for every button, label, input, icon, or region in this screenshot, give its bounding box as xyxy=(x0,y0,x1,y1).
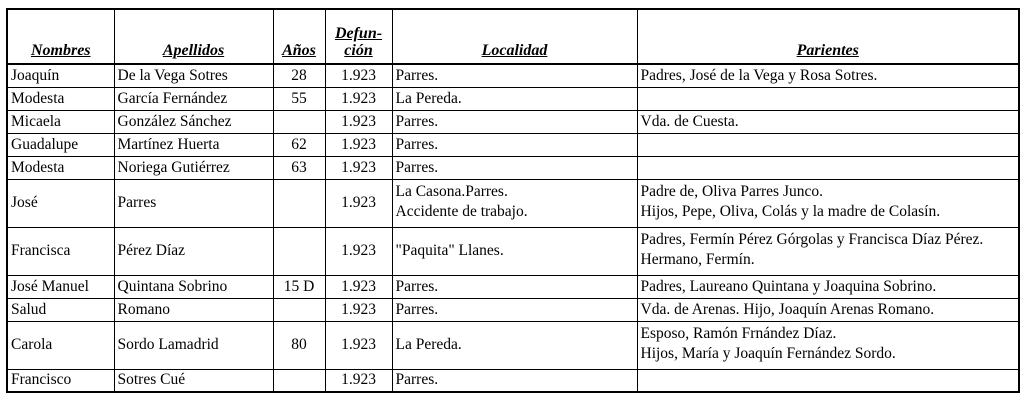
cell-parientes xyxy=(637,64,1019,87)
defunciones-table xyxy=(6,8,1020,393)
cell-localidad-line: Parres. xyxy=(395,135,439,153)
cell-nombre: José xyxy=(7,179,114,227)
cell-parientes-line: Padres, Laureano Quintana y Joaquina Sobrino. xyxy=(640,277,937,295)
cell-localidad-line: Parres. xyxy=(395,66,439,84)
cell-nombre: Joaquín xyxy=(7,64,114,87)
cell-parientes-line: Vda. de Arenas. Hijo, Joaquín Arenas Romano. xyxy=(640,300,935,318)
cell-localidad xyxy=(392,369,637,392)
cell-localidad-line: Accidente de trabajo. xyxy=(395,202,528,220)
header-localidad: Localidad xyxy=(392,9,637,64)
cell-apellidos: De la Vega Sotres xyxy=(114,64,273,87)
cell-anos xyxy=(273,179,325,227)
cell-anos: 28 xyxy=(273,64,325,87)
table-row xyxy=(7,298,1019,321)
cell-defuncion: 1.923 xyxy=(325,133,392,156)
table-row xyxy=(7,227,1019,275)
table-row xyxy=(7,110,1019,133)
cell-parientes xyxy=(637,275,1019,298)
cell-nombre: Carola xyxy=(7,321,114,369)
cell-defuncion: 1.923 xyxy=(325,64,392,87)
cell-parientes-line: Hermano, Fermín. xyxy=(640,250,755,268)
cell-parientes xyxy=(637,133,1019,156)
cell-apellidos: Quintana Sobrino xyxy=(114,275,273,298)
cell-localidad-line: Parres. xyxy=(395,112,439,130)
header-apellidos: Apellidos xyxy=(114,9,273,64)
cell-parientes-line: Padres, Fermín Pérez Górgolas y Francisca Díaz Pérez. xyxy=(640,230,984,248)
cell-anos: 63 xyxy=(273,156,325,179)
cell-anos xyxy=(273,227,325,275)
cell-defuncion: 1.923 xyxy=(325,179,392,227)
cell-parientes xyxy=(637,321,1019,369)
cell-localidad xyxy=(392,110,637,133)
cell-parientes xyxy=(637,298,1019,321)
cell-apellidos: García Fernández xyxy=(114,87,273,110)
cell-parientes xyxy=(637,227,1019,275)
cell-parientes-line: Vda. de Cuesta. xyxy=(640,112,739,130)
cell-localidad xyxy=(392,87,637,110)
cell-defuncion: 1.923 xyxy=(325,369,392,392)
table-row xyxy=(7,369,1019,392)
cell-nombre: Guadalupe xyxy=(7,133,114,156)
cell-defuncion: 1.923 xyxy=(325,275,392,298)
cell-parientes-line: Padre de, Oliva Parres Junco. xyxy=(640,182,824,200)
cell-defuncion: 1.923 xyxy=(325,110,392,133)
cell-anos xyxy=(273,110,325,133)
cell-apellidos: Pérez Díaz xyxy=(114,227,273,275)
cell-parientes-line: Hijos, Pepe, Oliva, Colás y la madre de Colasín. xyxy=(640,202,941,220)
header-parientes: Parientes xyxy=(637,9,1019,64)
table-row xyxy=(7,179,1019,227)
cell-localidad xyxy=(392,298,637,321)
table-row xyxy=(7,87,1019,110)
cell-localidad-line: La Pereda. xyxy=(395,336,462,353)
cell-anos: 80 xyxy=(273,321,325,369)
cell-localidad-line: Parres. xyxy=(395,371,439,389)
cell-parientes-line: Esposo, Ramón Frnández Díaz. xyxy=(640,324,837,342)
cell-nombre: Francisca xyxy=(7,227,114,275)
cell-parientes xyxy=(637,110,1019,133)
table-row xyxy=(7,64,1019,87)
cell-localidad xyxy=(392,64,637,87)
cell-localidad xyxy=(392,179,637,227)
cell-localidad-line: Parres. xyxy=(395,158,439,176)
cell-localidad-line: La Casona.Parres. xyxy=(395,182,508,200)
cell-apellidos: Martínez Huerta xyxy=(114,133,273,156)
cell-nombre: Micaela xyxy=(7,110,114,133)
cell-apellidos: Noriega Gutiérrez xyxy=(114,156,273,179)
cell-defuncion: 1.923 xyxy=(325,227,392,275)
cell-parientes-line: Hijos, María y Joaquín Fernández Sordo. xyxy=(640,344,896,362)
cell-localidad xyxy=(392,275,637,298)
table-body xyxy=(7,64,1019,392)
cell-parientes-line: Padres, José de la Vega y Rosa Sotres. xyxy=(640,66,878,84)
header-nombres: Nombres xyxy=(7,9,114,64)
cell-parientes xyxy=(637,179,1019,227)
cell-localidad-line: "Paquita" Llanes. xyxy=(395,242,504,259)
cell-apellidos: Parres xyxy=(114,179,273,227)
header-anos: Años xyxy=(273,9,325,64)
cell-apellidos: González Sánchez xyxy=(114,110,273,133)
cell-localidad-line: La Pereda. xyxy=(395,89,462,107)
cell-anos: 62 xyxy=(273,133,325,156)
cell-nombre: Modesta xyxy=(7,87,114,110)
table-row xyxy=(7,321,1019,369)
header-row xyxy=(7,9,1019,64)
cell-defuncion: 1.923 xyxy=(325,321,392,369)
cell-parientes xyxy=(637,369,1019,392)
cell-localidad xyxy=(392,321,637,369)
table-row xyxy=(7,133,1019,156)
cell-localidad xyxy=(392,133,637,156)
cell-nombre: Salud xyxy=(7,298,114,321)
cell-localidad xyxy=(392,156,637,179)
header-defuncion-line-2: ción xyxy=(344,42,373,59)
cell-parientes xyxy=(637,156,1019,179)
cell-nombre: Francisco xyxy=(7,369,114,392)
cell-defuncion: 1.923 xyxy=(325,156,392,179)
header-defuncion xyxy=(325,9,392,64)
cell-localidad-line: Parres. xyxy=(395,277,439,295)
cell-apellidos: Sotres Cué xyxy=(114,369,273,392)
cell-defuncion: 1.923 xyxy=(325,298,392,321)
cell-anos xyxy=(273,369,325,392)
cell-anos: 15 D xyxy=(273,275,325,298)
cell-localidad-line: Parres. xyxy=(395,300,439,318)
cell-apellidos: Romano xyxy=(114,298,273,321)
cell-nombre: Modesta xyxy=(7,156,114,179)
cell-parientes xyxy=(637,87,1019,110)
cell-anos: 55 xyxy=(273,87,325,110)
cell-localidad xyxy=(392,227,637,275)
header-defuncion-line-1: Defun- xyxy=(334,25,383,42)
cell-apellidos: Sordo Lamadrid xyxy=(114,321,273,369)
table-row xyxy=(7,275,1019,298)
table-row xyxy=(7,156,1019,179)
cell-defuncion: 1.923 xyxy=(325,87,392,110)
cell-anos xyxy=(273,298,325,321)
cell-nombre: José Manuel xyxy=(7,275,114,298)
